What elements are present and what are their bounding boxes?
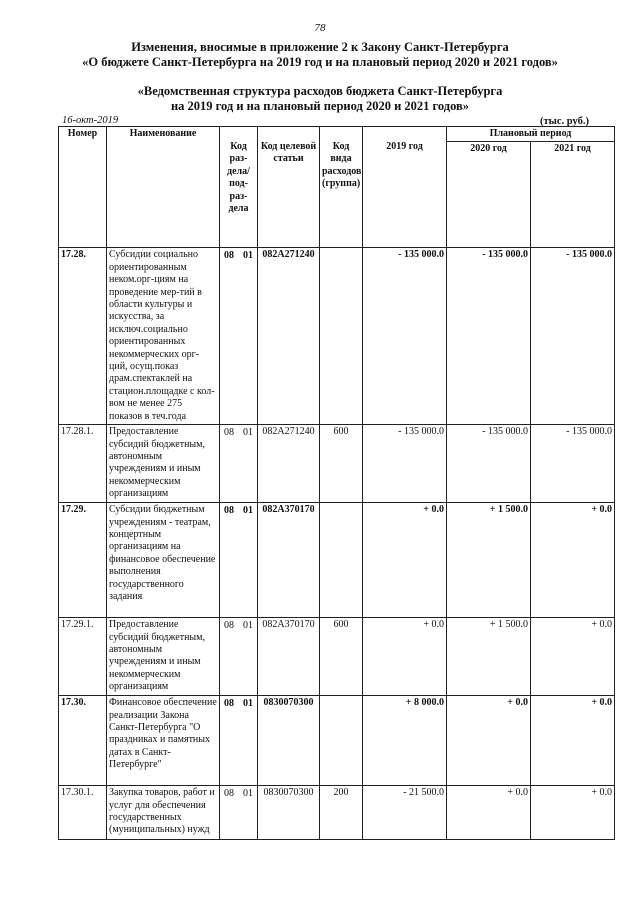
row-2020-value: - 135 000.0 <box>447 425 531 503</box>
subtitle-line-1: «Ведомственная структура расходов бюджета Санкт-Петербурга <box>137 84 503 98</box>
razdel-code: 08 <box>224 698 234 710</box>
table-row <box>59 425 615 503</box>
row-expense-type: 600 <box>320 425 363 503</box>
header-2021: 2021 год <box>531 142 615 248</box>
table-row <box>59 503 615 618</box>
header-target: Код целевой статьи <box>258 127 320 248</box>
row-2019-value: + 0.0 <box>363 503 447 618</box>
row-name: Субсидии бюджетным учреждениям - театрам, концертным организациям на финансовое обеспечение выполнения государственного задания <box>107 503 220 618</box>
table-row <box>59 618 615 696</box>
podrazdel-code: 01 <box>243 250 253 262</box>
row-section-code <box>220 786 258 840</box>
row-2019-value: - 135 000.0 <box>363 425 447 503</box>
row-2020-value: - 135 000.0 <box>447 248 531 425</box>
header-name: Наименование <box>107 127 220 248</box>
header-2020: 2020 год <box>447 142 531 248</box>
row-expense-type <box>320 503 363 618</box>
subtitle-line-2: на 2019 год и на плановый период 2020 и 2021 годов» <box>170 99 470 113</box>
row-expense-type: 600 <box>320 618 363 696</box>
podrazdel-code: 01 <box>243 788 253 800</box>
header-planned-period: Плановый период <box>447 127 615 142</box>
row-2021-value: - 135 000.0 <box>531 248 615 425</box>
row-number: 17.28.1. <box>59 425 107 503</box>
row-name: Закупка товаров, работ и услуг для обеспечения государственных (муниципальных) нужд <box>107 786 220 840</box>
razdel-code: 08 <box>224 250 234 262</box>
row-section-code <box>220 696 258 786</box>
row-2019-value: + 0.0 <box>363 618 447 696</box>
row-number: 17.28. <box>59 248 107 425</box>
row-number: 17.30.1. <box>59 786 107 840</box>
row-2020-value: + 0.0 <box>447 786 531 840</box>
row-2020-value: + 1 500.0 <box>447 618 531 696</box>
row-number: 17.29. <box>59 503 107 618</box>
row-number: 17.30. <box>59 696 107 786</box>
title-line-2: «О бюджете Санкт-Петербурга на 2019 год и на плановый период 2020 и 2021 годов» <box>82 55 558 69</box>
row-name: Субсидии социально ориентированным неком.орг-циям на проведение мер-тий в области культуры и искусства, за исключ.социально ориентированных некоммерческих орг-ций, осущ.показ драм.спектаклей на стацион.площадке с кол-вом не менее 275 показов в теч.года <box>107 248 220 425</box>
row-2021-value: + 0.0 <box>531 503 615 618</box>
row-target-code: 0830070300 <box>258 786 320 840</box>
row-number: 17.29.1. <box>59 618 107 696</box>
table-row <box>59 696 615 786</box>
podrazdel-code: 01 <box>243 427 253 439</box>
budget-table <box>58 126 615 840</box>
podrazdel-code: 01 <box>243 505 253 517</box>
row-target-code: 082А370170 <box>258 503 320 618</box>
row-2019-value: - 135 000.0 <box>363 248 447 425</box>
document-date: 16-окт-2019 <box>62 115 119 126</box>
header-row-1 <box>59 127 615 142</box>
row-name: Предоставление субсидий бюджетным, автономным учреждениям и иным некоммерческим организациям <box>107 425 220 503</box>
row-2020-value: + 1 500.0 <box>447 503 531 618</box>
document-subtitle <box>20 84 620 114</box>
title-line-1: Изменения, вносимые в приложение 2 к Закону Санкт-Петербурга <box>131 40 509 54</box>
row-target-code: 082А370170 <box>258 618 320 696</box>
razdel-code: 08 <box>224 620 234 632</box>
row-2019-value: - 21 500.0 <box>363 786 447 840</box>
podrazdel-code: 01 <box>243 698 253 710</box>
row-target-code: 082А271240 <box>258 248 320 425</box>
table-row <box>59 786 615 840</box>
table-body <box>59 248 615 840</box>
row-2020-value: + 0.0 <box>447 696 531 786</box>
row-2021-value: + 0.0 <box>531 618 615 696</box>
header-number: Номер <box>59 127 107 248</box>
header-section: Код раз- дела/ под- раз- дела <box>220 127 258 248</box>
row-section-code <box>220 248 258 425</box>
row-target-code: 082А271240 <box>258 425 320 503</box>
row-target-code: 0830070300 <box>258 696 320 786</box>
table-row <box>59 248 615 425</box>
row-section-code <box>220 425 258 503</box>
razdel-code: 08 <box>224 427 234 439</box>
row-2021-value: + 0.0 <box>531 786 615 840</box>
razdel-code: 08 <box>224 505 234 517</box>
row-expense-type <box>320 696 363 786</box>
row-2021-value: + 0.0 <box>531 696 615 786</box>
units-label: (тыс. руб.) <box>540 116 589 127</box>
razdel-code: 08 <box>224 788 234 800</box>
header-expense-type: Код вида расходов (группа) <box>320 127 363 248</box>
row-section-code <box>220 618 258 696</box>
row-name: Финансовое обеспечение реализации Закона Санкт-Петербурга "О праздниках и памятных датах в Санкт-Петербурге" <box>107 696 220 786</box>
row-section-code <box>220 503 258 618</box>
document-title <box>20 40 620 70</box>
row-expense-type <box>320 248 363 425</box>
row-2021-value: - 135 000.0 <box>531 425 615 503</box>
podrazdel-code: 01 <box>243 620 253 632</box>
page-number: 78 <box>314 22 326 34</box>
header-2019: 2019 год <box>363 127 447 248</box>
row-2019-value: + 8 000.0 <box>363 696 447 786</box>
row-name: Предоставление субсидий бюджетным, автономным учреждениям и иным некоммерческим организациям <box>107 618 220 696</box>
row-expense-type: 200 <box>320 786 363 840</box>
